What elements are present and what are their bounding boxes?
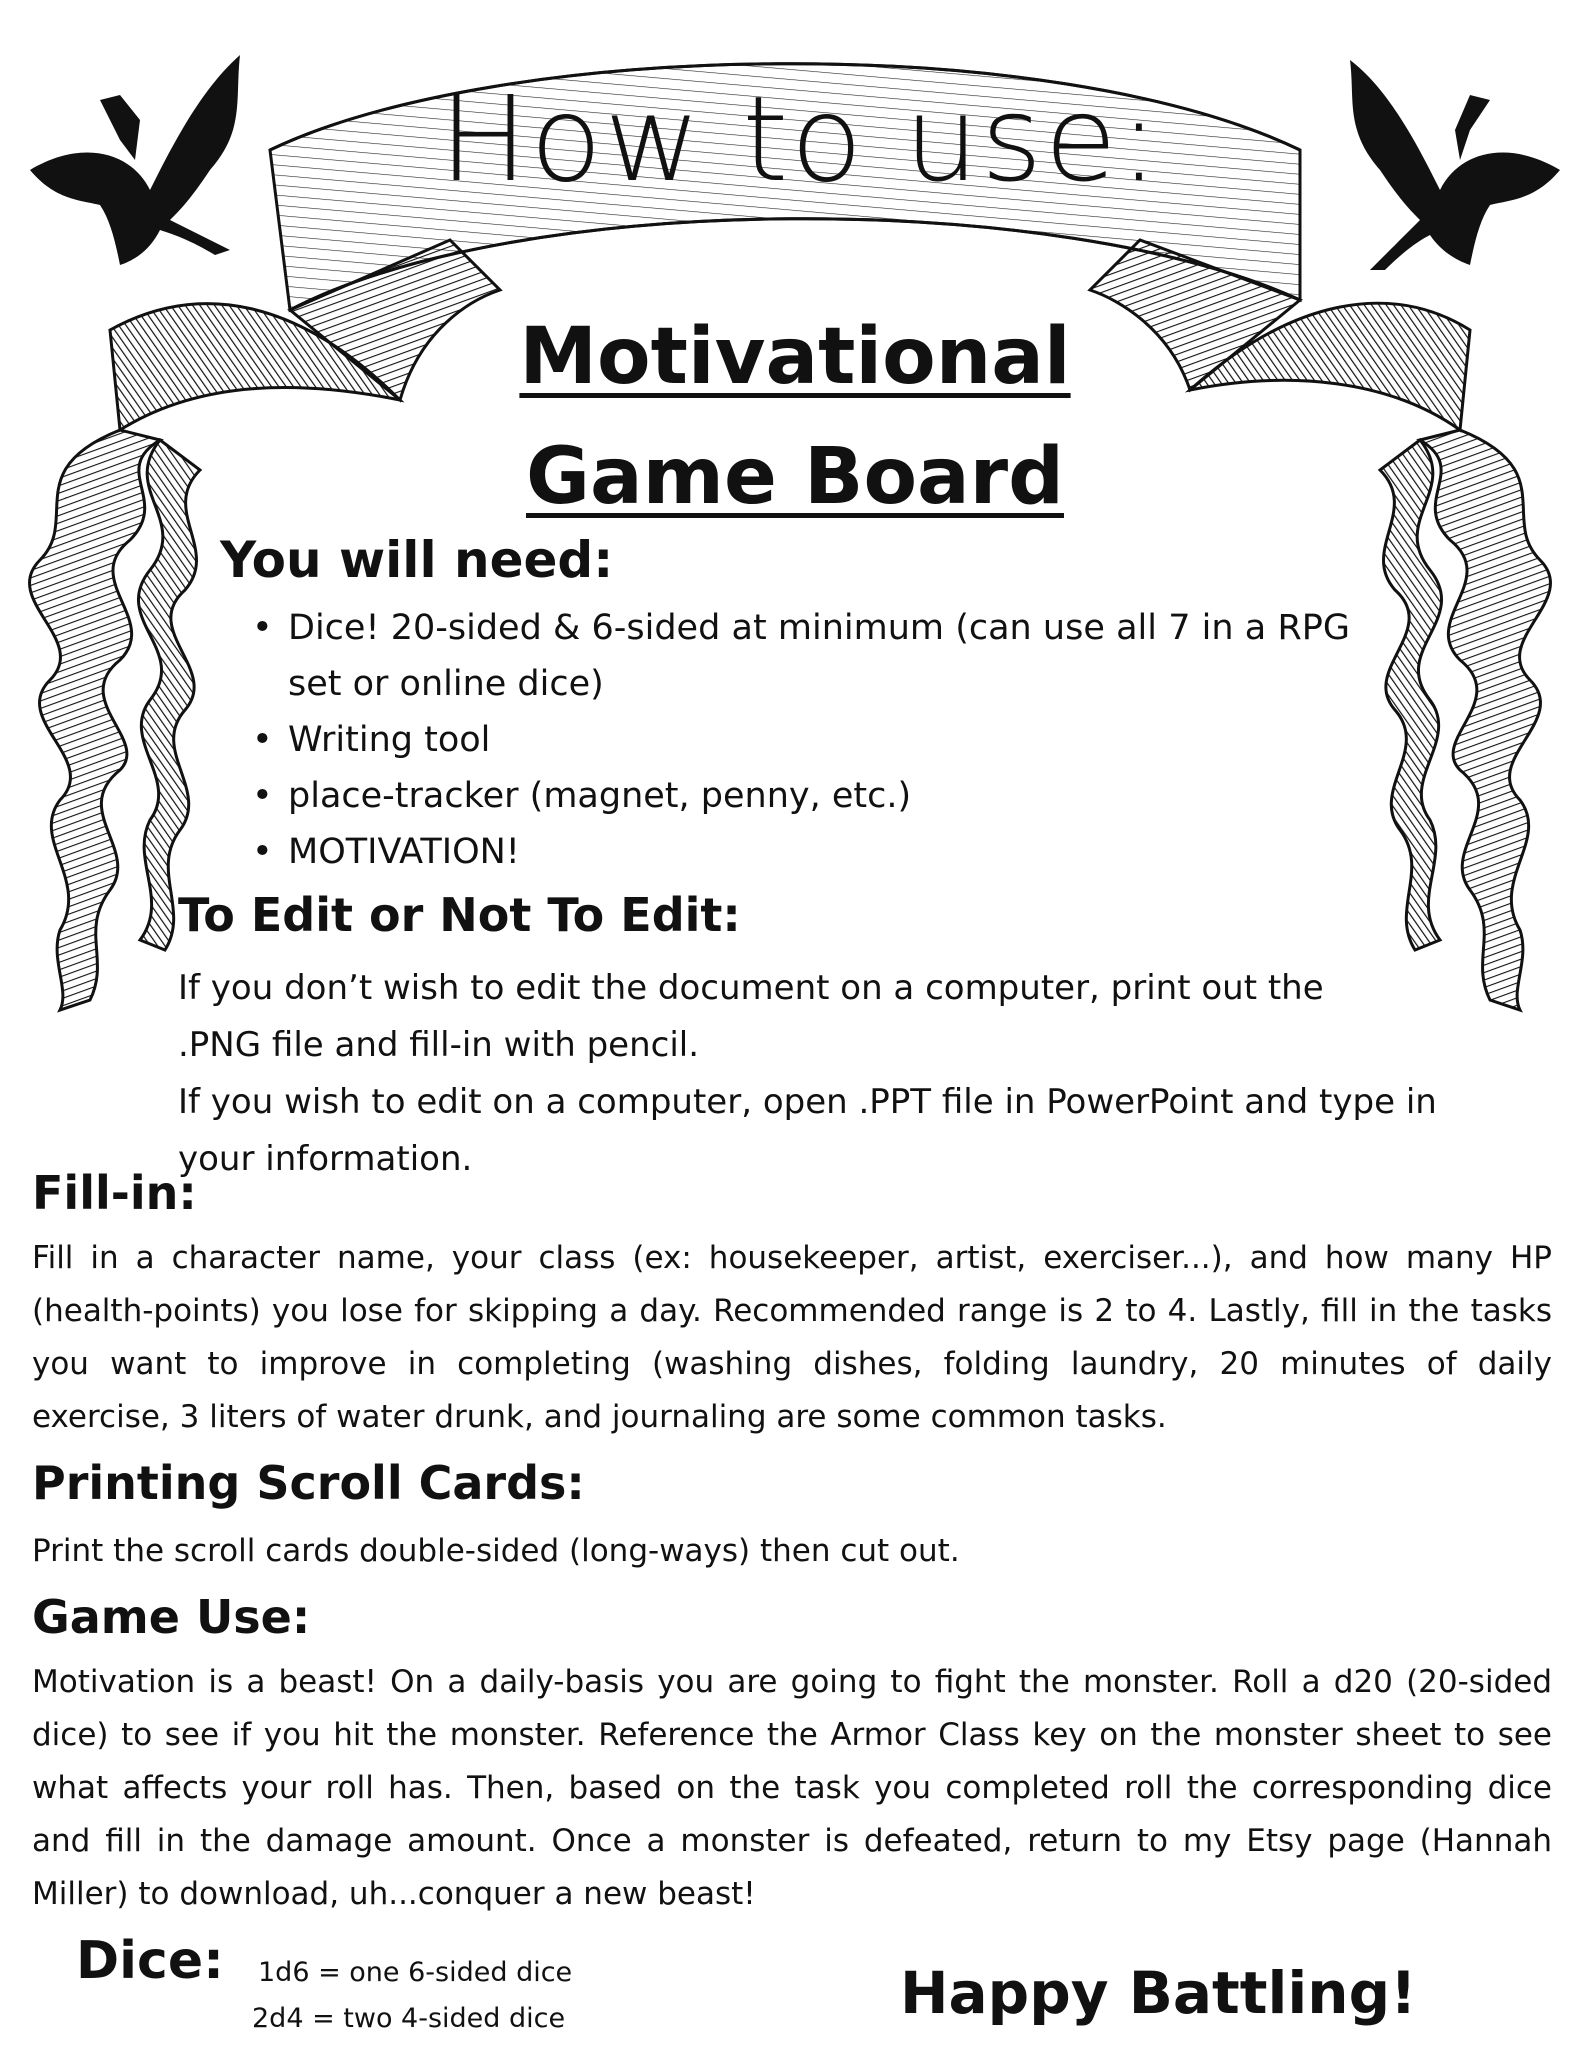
needs-item: • Dice! 20-sided & 6-sided at minimum (can use all 7 in a RPG set or online dice) <box>288 600 1350 712</box>
needs-item: • place-tracker (magnet, penny, etc.) <box>288 768 1350 824</box>
needs-item: • MOTIVATION! <box>288 824 1350 880</box>
page-title: How to use: <box>439 70 1161 208</box>
needs-heading: You will need: <box>220 531 614 589</box>
fillin-text: Fill in a character name, your class (ex: housekeeper, artist, exerciser...), and how many HP (health-points) you lose for skipping a day. Recommended range is 2 to 4. Lastly, fill in the tasks you want to improve in completing (washing dishes, folding laundry, 20 minutes of daily exercise, 3 liters of water drunk, and journaling are some common tasks. <box>32 1240 1552 1435</box>
gameuse-text: Motivation is a beast! On a daily-basis you are going to fight the monster. Roll a d20 (20-sided dice) to see if you hit the monster. Reference the Armor Class key on the monster sheet to see what affects your roll has. Then, based on the task you completed roll the corresponding dice and fill in the damage amount. Once a monster is defeated, return to my Etsy page (Hannah Miller) to download, uh...conquer a new beast! <box>32 1664 1552 1912</box>
dice-heading: Dice: <box>76 1931 224 1991</box>
dragon-left-icon <box>30 55 240 265</box>
edit-paragraph-1: If you don’t wish to edit the document on a computer, print out the .PNG file and fill-in with pencil. <box>178 968 1324 1065</box>
subtitle-line-2: Game Board <box>526 432 1064 522</box>
fillin-heading: Fill-in: <box>32 1166 197 1220</box>
subtitle-line-1: Motivational <box>519 312 1071 402</box>
printing-heading: Printing Scroll Cards: <box>32 1456 585 1510</box>
needs-item: • Writing tool <box>288 712 1350 768</box>
dice-line: 1d6 = one 6-sided dice <box>258 1957 573 1988</box>
dragon-right-icon <box>1350 60 1560 270</box>
needs-list <box>210 600 1350 880</box>
printing-text: Print the scroll cards double-sided (long-ways) then cut out. <box>32 1533 960 1569</box>
ribbon-curl-right <box>1380 430 1551 1010</box>
dice-line: 2d4 = two 4-sided dice <box>252 2003 566 2034</box>
edit-paragraph-2: If you wish to edit on a computer, open .PPT file in PowerPoint and type in your information. <box>178 1082 1437 1179</box>
ribbon-curl-left <box>29 430 200 1010</box>
gameuse-heading: Game Use: <box>32 1590 311 1644</box>
edit-heading: To Edit or Not To Edit: <box>178 888 741 942</box>
closing-text: Happy Battling! <box>900 1959 1417 2027</box>
